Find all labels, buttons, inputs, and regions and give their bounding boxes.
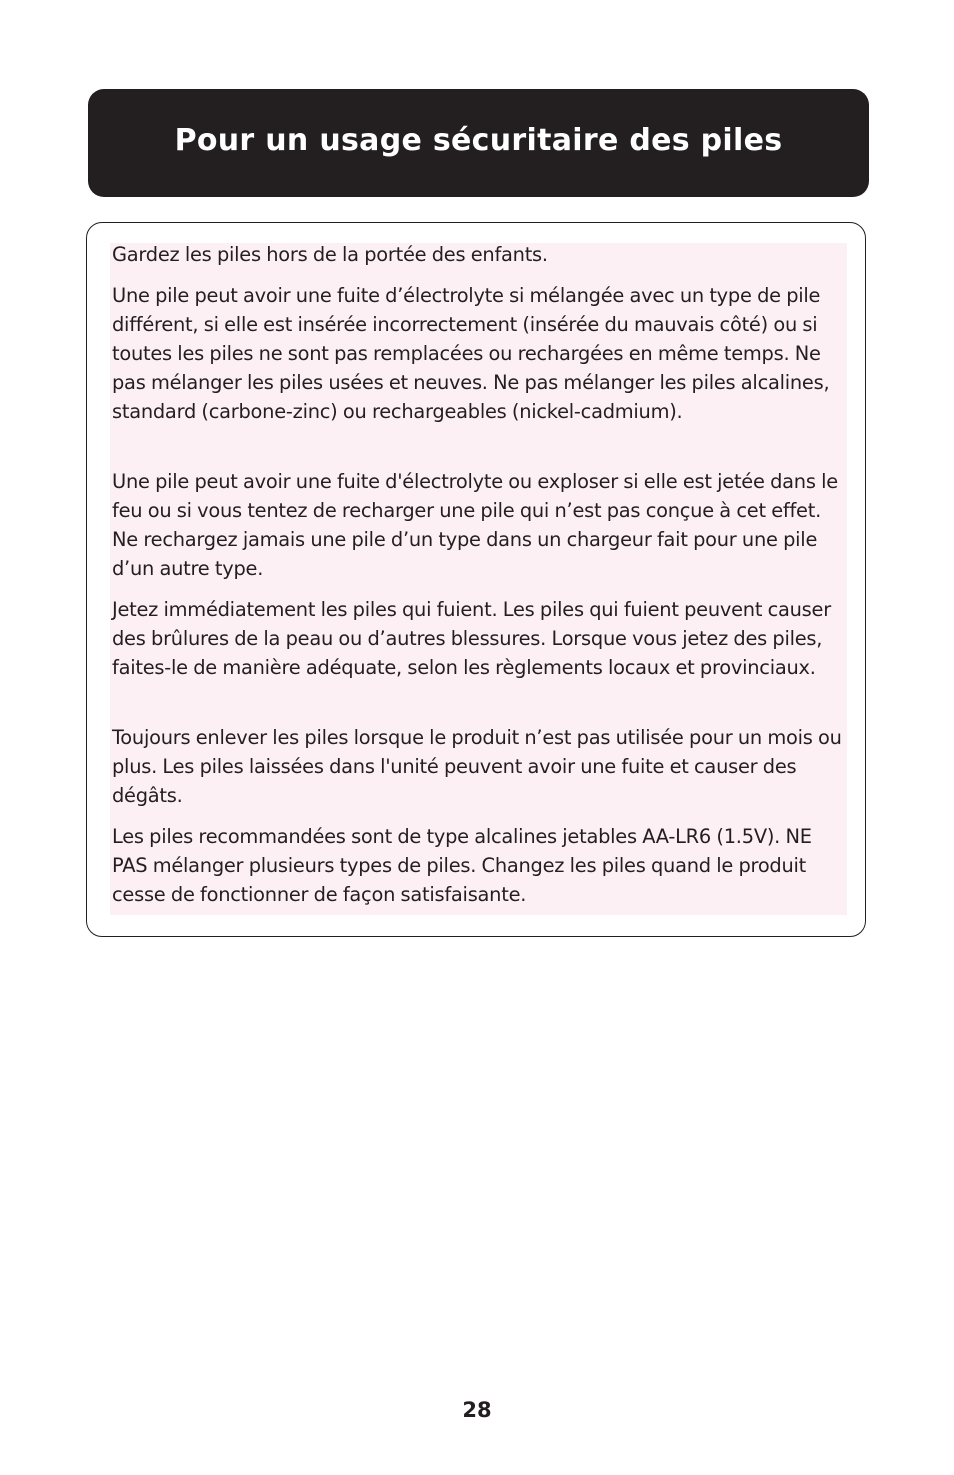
paragraph-remove-batteries: Toujours enlever les piles lorsque le produit n’est pas utilisée pour un mois ou plus. Les piles laissées dans l'unité peuvent avoir une fuite et causer des dégâts.	[112, 726, 842, 807]
safety-text-panel	[110, 243, 847, 915]
paragraph-dispose-leaking: Jetez immédiatement les piles qui fuient. Les piles qui fuient peuvent causer des brûlures de la peau ou d’autres blessures. Lorsque vous jetez des piles, faites-le de manière adéquate, selon les règlements locaux et provinciaux.	[112, 598, 831, 679]
paragraph-keep-away: Gardez les piles hors de la portée des enfants.	[112, 243, 548, 266]
paragraph-recommended-type: Les piles recommandées sont de type alcalines jetables AA-LR6 (1.5V). NE PAS mélanger plusieurs types de piles. Changez les piles quand le produit cesse de fonctionner de façon satisfaisante.	[112, 825, 812, 906]
safety-content-box	[86, 222, 866, 937]
section-title-bar	[88, 89, 869, 197]
page-number: 28	[462, 1398, 492, 1422]
paragraph-leak-mixing: Une pile peut avoir une fuite d’électrolyte si mélangée avec un type de pile différent, si elle est insérée incorrectement (insérée du mauvais côté) ou si toutes les piles ne sont pas remplacées ou rechargées en même temps. Ne pas mélanger les piles usées et neuves. Ne pas mélanger les piles alcalines, standard (carbone-zinc) ou rechargeables (nickel-cadmium).	[112, 284, 830, 423]
section-title: Pour un usage sécuritaire des piles	[174, 122, 783, 158]
paragraph-fire-recharge: Une pile peut avoir une fuite d'électrolyte ou exploser si elle est jetée dans le feu ou si vous tentez de recharger une pile qui n’est pas conçue à cet effet. Ne rechargez jamais une pile d’un type dans un chargeur fait pour une pile d’un autre type.	[112, 470, 838, 580]
